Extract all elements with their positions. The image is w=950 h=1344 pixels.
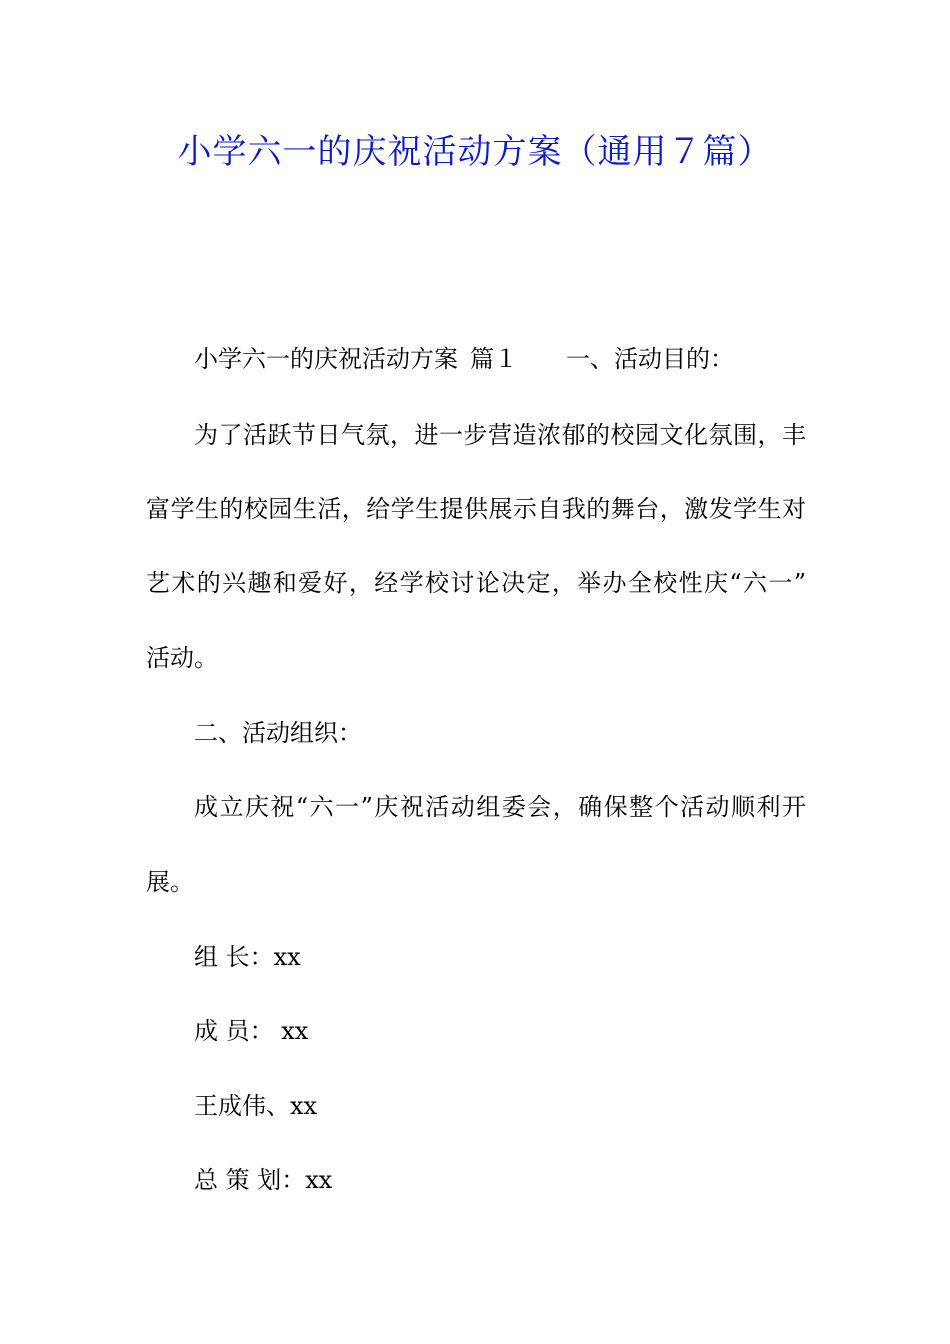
planner-line: 总 策 划：xx [194, 1166, 333, 1194]
leader-line: 组 长：xx [194, 943, 301, 971]
paragraph-line: 活动。 [146, 644, 218, 672]
section2-title: 二、活动组织： [194, 719, 362, 747]
document-title: 小学六一的庆祝活动方案（通用７篇） [177, 132, 773, 172]
members-line: 成 员： xx [194, 1017, 309, 1045]
members-continued-line: 王成伟、xx [194, 1092, 318, 1120]
paragraph-line: 富学生的校园生活，给学生提供展示自我的舞台，激发学生对 [146, 495, 806, 523]
paragraph-line: 艺术的兴趣和爱好，经学校讨论决定，举办全校性庆“六一” [146, 569, 806, 597]
section1-title: 一、活动目的： [566, 345, 734, 373]
paragraph-line: 展。 [146, 868, 194, 896]
article-heading: 小学六一的庆祝活动方案 [194, 345, 458, 373]
paragraph-line: 成立庆祝“六一”庆祝活动组委会，确保整个活动顺利开 [194, 793, 806, 821]
heading-line [194, 342, 806, 376]
article-number: 篇１ [470, 345, 518, 373]
paragraph-line: 为了活跃节日气氛，进一步营造浓郁的校园文化氛围，丰 [194, 421, 806, 449]
